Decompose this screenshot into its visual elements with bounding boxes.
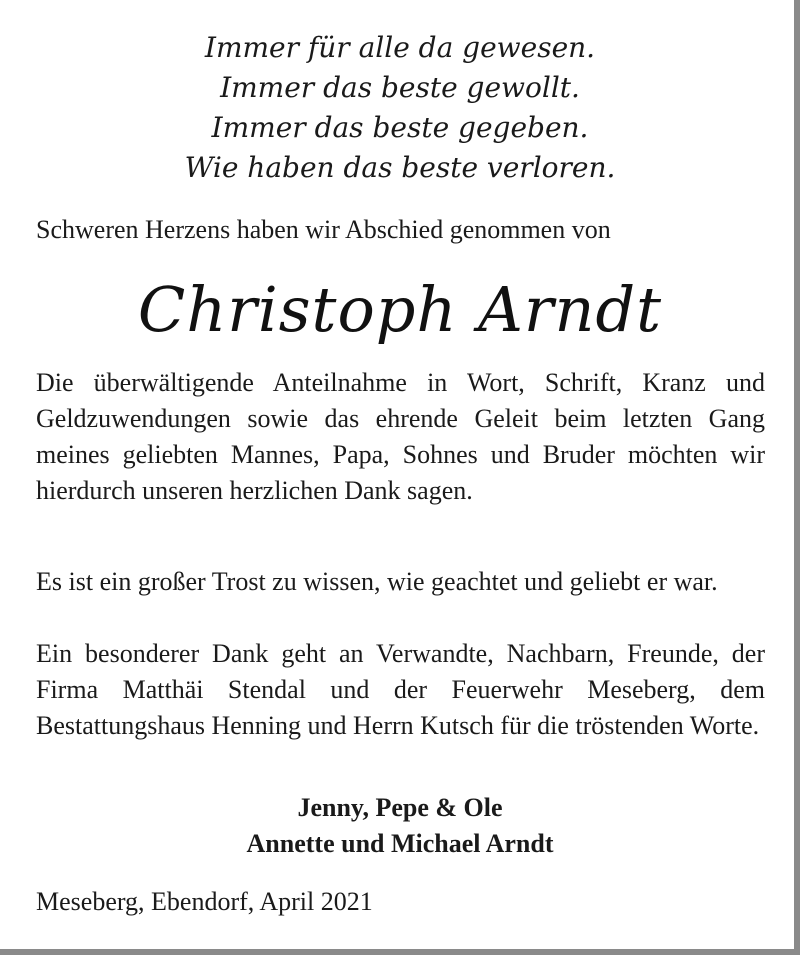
intro-text: Schweren Herzens haben wir Abschied genommen von <box>36 215 611 244</box>
motto-line: Immer das beste gegeben. <box>211 111 589 144</box>
comfort-paragraph: Es ist ein großer Trost zu wissen, wie geachtet und geliebt er war. <box>36 567 718 596</box>
motto-line: Immer das beste gewollt. <box>220 71 580 104</box>
signer-line: Annette und Michael Arndt <box>246 829 554 858</box>
special-thanks-paragraph: Ein besonderer Dank geht an Verwandte, Nachbarn, Freunde, der Firma Matthäi Stendal und der Feuerwehr Meseberg, dem Bestattungshaus Henning und Herrn Kutsch für die tröstenden Worte. <box>36 639 765 740</box>
thanks-paragraph: Die überwältigende Anteilnahme in Wort, Schrift, Kranz und Geldzuwendungen sowie das ehrende Geleit beim letzten Gang meines geliebten Mannes, Papa, Sohnes und Bruder möchten wir hierdurch unseren herzlichen Dank sagen. <box>36 368 765 505</box>
motto-poem <box>0 28 800 188</box>
motto-line: Wie haben das beste verloren. <box>184 151 616 184</box>
motto-line: Immer für alle da gewesen. <box>204 31 596 64</box>
deceased-name: Christoph Arndt <box>137 273 663 346</box>
signer-line: Jenny, Pepe & Ole <box>297 793 503 822</box>
signers <box>0 790 800 862</box>
place-date: Meseberg, Ebendorf, April 2021 <box>36 887 373 916</box>
